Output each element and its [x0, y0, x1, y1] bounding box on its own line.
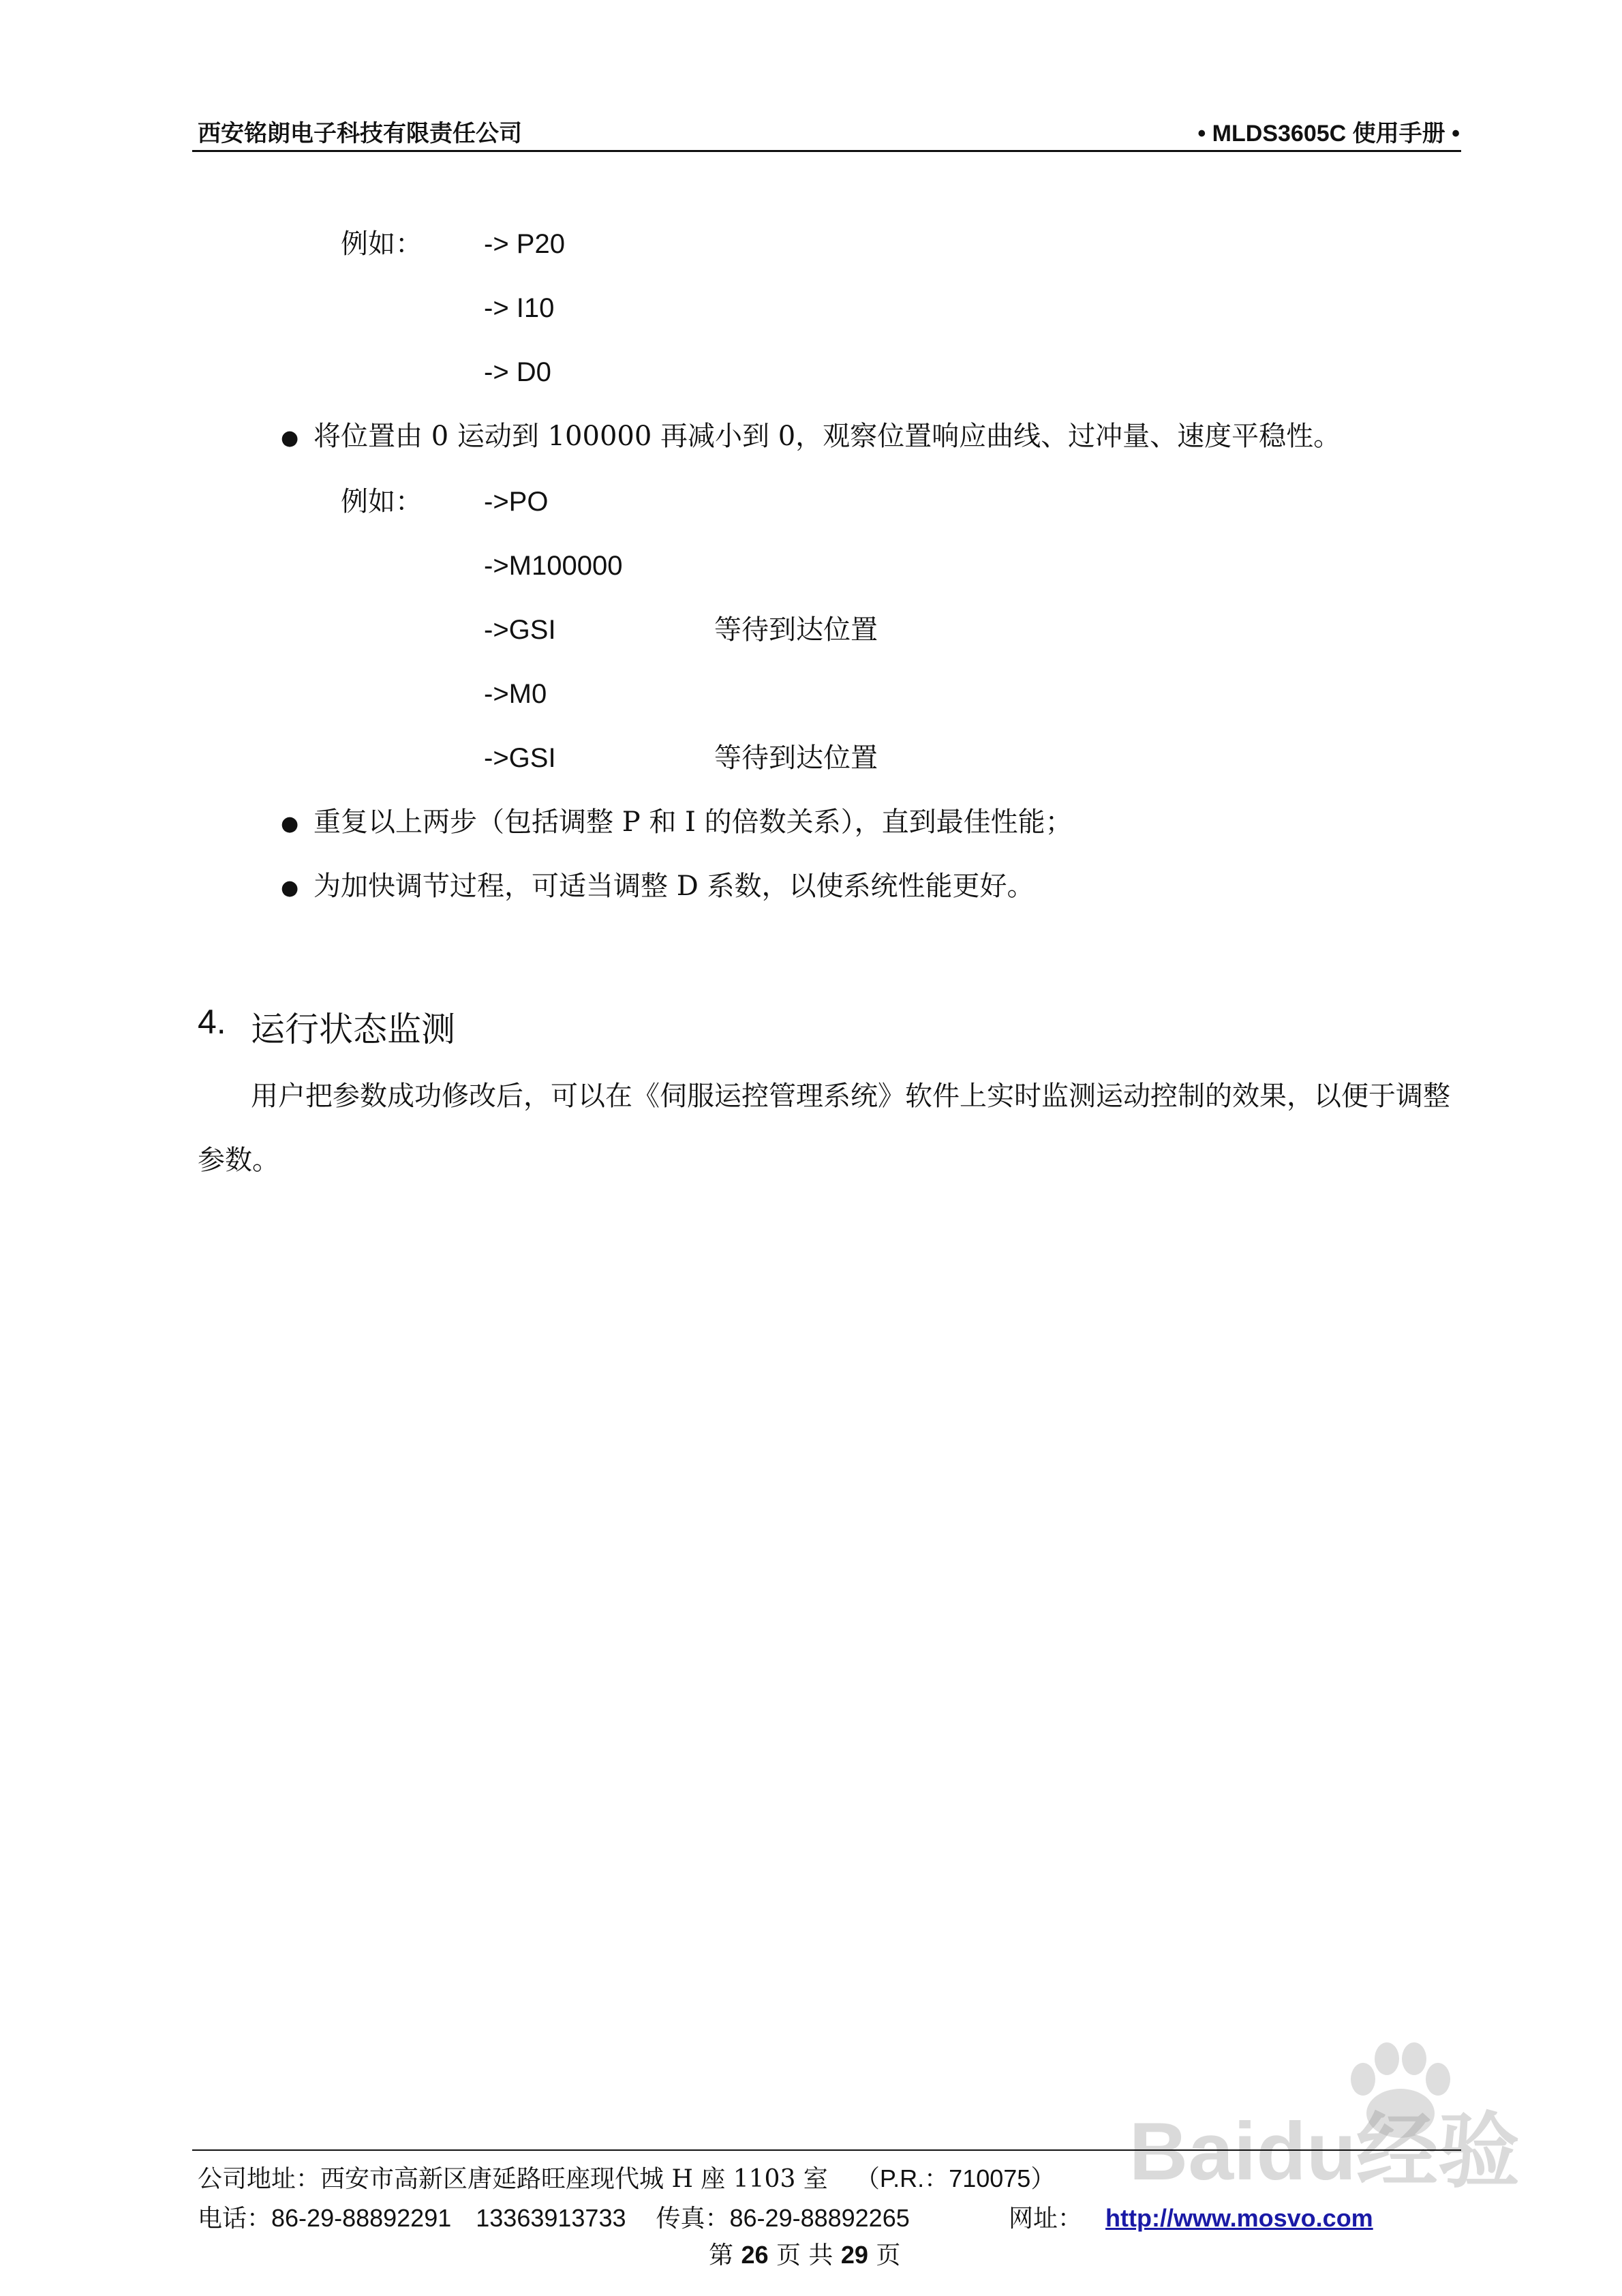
bullet-icon: ● [281, 426, 299, 450]
command-line: ->M0 [484, 679, 547, 709]
command-line: ->GSI [484, 615, 556, 645]
header-manual-title: • MLDS3605C 使用手册 • [1197, 121, 1460, 147]
section-number: 4. [198, 1003, 226, 1041]
footer-contact-row [198, 2199, 910, 2234]
page-total: 29 [840, 2241, 868, 2269]
postcode: （P.R.：710075） [855, 2164, 1056, 2192]
phone-label: 电话： [198, 2205, 272, 2233]
example-label: 例如： [341, 228, 423, 260]
fax-value: 86-29-88892265 [729, 2204, 910, 2232]
bullet-text: 为加快调节过程，可适当调整 D 系数，以使系统性能更好。 [313, 871, 1035, 902]
paragraph-line: 参数。 [198, 1145, 279, 1176]
page-number: 第 26 页 共 29 页 [709, 2241, 901, 2269]
header-company: 西安铭朗电子科技有限责任公司 [198, 120, 522, 147]
command-line: -> P20 [484, 229, 565, 259]
command-comment: 等待到达位置 [714, 742, 878, 774]
bullet-icon: ● [281, 812, 299, 836]
footer-address-row [198, 2160, 1055, 2194]
header-divider [192, 150, 1461, 152]
paragraph-line: 用户把参数成功修改后，可以在《伺服运控管理系统》软件上实时监测运动控制的效果，以便于调整 [251, 1081, 1450, 1112]
phone-value: 86-29-88892291 [271, 2204, 452, 2232]
address-value: 西安市高新区唐延路旺座现代城 H 座 1103 室 [320, 2165, 828, 2193]
bullet-text: 重复以上两步（包括调整 P 和 I 的倍数关系），直到最佳性能； [313, 806, 1073, 838]
command-line: ->PO [484, 487, 549, 517]
page-current: 26 [741, 2241, 769, 2269]
example-label: 例如： [341, 486, 423, 517]
bullet-icon: ● [281, 876, 299, 900]
command-comment: 等待到达位置 [714, 614, 878, 646]
mobile-value: 13363913733 [476, 2204, 626, 2232]
command-line: ->M100000 [484, 551, 623, 581]
fax-label: 传真： [656, 2205, 730, 2233]
footer-web [1009, 2199, 1373, 2234]
section-title: 运行状态监测 [251, 1010, 455, 1049]
bullet-text: 将位置由 0 运动到 100000 再减小到 0，观察位置响应曲线、过冲量、速度平稳性。 [313, 421, 1341, 452]
address-label: 公司地址： [198, 2165, 321, 2193]
web-label: 网址： [1009, 2205, 1083, 2233]
watermark-text: Baidu经验 [1129, 2106, 1520, 2197]
command-line: ->GSI [484, 743, 556, 773]
command-line: -> D0 [484, 357, 551, 387]
command-line: -> I10 [484, 293, 555, 323]
website-link[interactable]: http://www.mosvo.com [1105, 2204, 1373, 2232]
footer-divider [192, 2149, 1461, 2151]
